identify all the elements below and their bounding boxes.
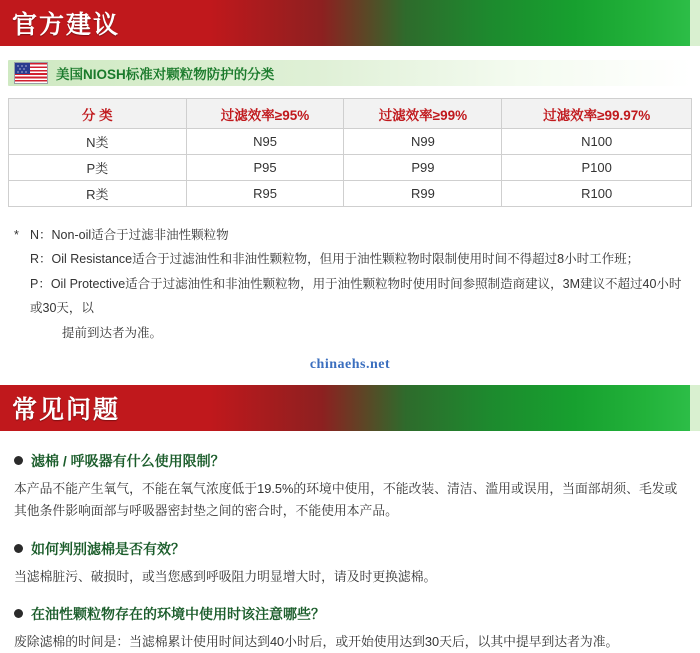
faq-question-text: 滤棉 / 呼吸器有什么使用限制？ (31, 452, 225, 469)
table-header-cell: 过滤效率≥95% (186, 99, 344, 129)
table-cell: R95 (186, 181, 344, 207)
table-header-row (9, 99, 692, 129)
faq-question (14, 604, 686, 624)
faq-answer: 本产品不能产生氧气，不能在氧气浓度低于19.5%的环境中使用，不能改装、清洁、滥用或误用，当面部胡须、毛发或其他条件影响面部与呼吸器密封垫之间的密合时，不能使用本产品。 (14, 480, 678, 519)
flag-canton (15, 63, 30, 74)
footnote-line (14, 272, 686, 321)
faq-question (14, 451, 686, 471)
faq-question (14, 539, 686, 559)
table-cell: N100 (502, 129, 692, 155)
faq-answer-text: 当滤棉累计使用时间达到40小时后，或开始使用达到30天后，以其中提早到达者为准。 (129, 634, 619, 650)
faq-answer (14, 631, 686, 653)
niosh-table-wrapper (8, 98, 692, 207)
footnote-text: N：Non-oil适合于过滤非油性颗粒物 (30, 228, 229, 242)
niosh-subtitle-bar (8, 60, 692, 86)
faq-title: 常见问题 (12, 394, 121, 424)
table-header-cell: 过滤效率≥99.97% (502, 99, 692, 129)
site-watermark: chinaehs.net (309, 356, 391, 372)
table-header-cell: 分 类 (9, 99, 187, 129)
niosh-classification-table (8, 98, 692, 207)
niosh-subtitle-text: 美国NIOSH标准对颗粒物防护的分类 (56, 67, 275, 82)
table-cell: P类 (9, 155, 187, 181)
usa-flag-icon (14, 62, 48, 84)
table-row (9, 181, 692, 207)
bullet-icon (14, 609, 23, 618)
faq-list (14, 431, 686, 653)
table-cell: P99 (344, 155, 502, 181)
table-row (9, 155, 692, 181)
footnote-text: P：Oil Protective适合于过滤油性和非油性颗粒物，用于油性颗粒物时使用时间参照制造商建议，3M建议不超过40小时或30天，以 (30, 276, 682, 316)
footnote-text: R：Oil Resistance适合于过滤油性和非油性颗粒物，但用于油性颗粒物时限制使用时间不得超过8小时工作班； (30, 252, 640, 267)
footnote-text: 提前到达者为准。 (62, 325, 163, 340)
bullet-icon (14, 544, 23, 553)
table-cell: N95 (186, 129, 344, 155)
table-cell: N99 (344, 129, 502, 155)
faq-item (14, 451, 686, 523)
faq-answer: 当滤棉脏污、破损时，或当您感到呼吸阻力明显增大时，请及时更换滤棉。 (14, 568, 437, 584)
footnote-marker: * (14, 228, 19, 242)
table-cell: P95 (186, 155, 344, 181)
footnote-line (14, 247, 686, 271)
footnote-line (14, 223, 686, 247)
table-cell: P100 (502, 155, 692, 181)
faq-answer-label: 废除滤棉的时间是： (14, 634, 130, 650)
banner-accent (690, 0, 700, 46)
faq-item (14, 604, 686, 653)
faq-item (14, 539, 686, 588)
table-row (9, 129, 692, 155)
table-cell: N类 (9, 129, 187, 155)
table-cell: R99 (344, 181, 502, 207)
table-cell: R类 (9, 181, 187, 207)
faq-question-text: 在油性颗粒物存在的环境中使用时该注意哪些？ (31, 606, 325, 623)
table-cell: R100 (502, 181, 692, 207)
banner-accent (690, 385, 700, 431)
official-advice-title: 官方建议 (12, 10, 121, 39)
footnotes (14, 223, 686, 345)
official-advice-banner (0, 0, 700, 46)
faq-banner (0, 385, 700, 431)
table-header-cell: 过滤效率≥99% (344, 99, 502, 129)
faq-question-text: 如何判别滤棉是否有效？ (31, 540, 185, 557)
bullet-icon (14, 456, 23, 465)
footnote-line (14, 321, 686, 345)
